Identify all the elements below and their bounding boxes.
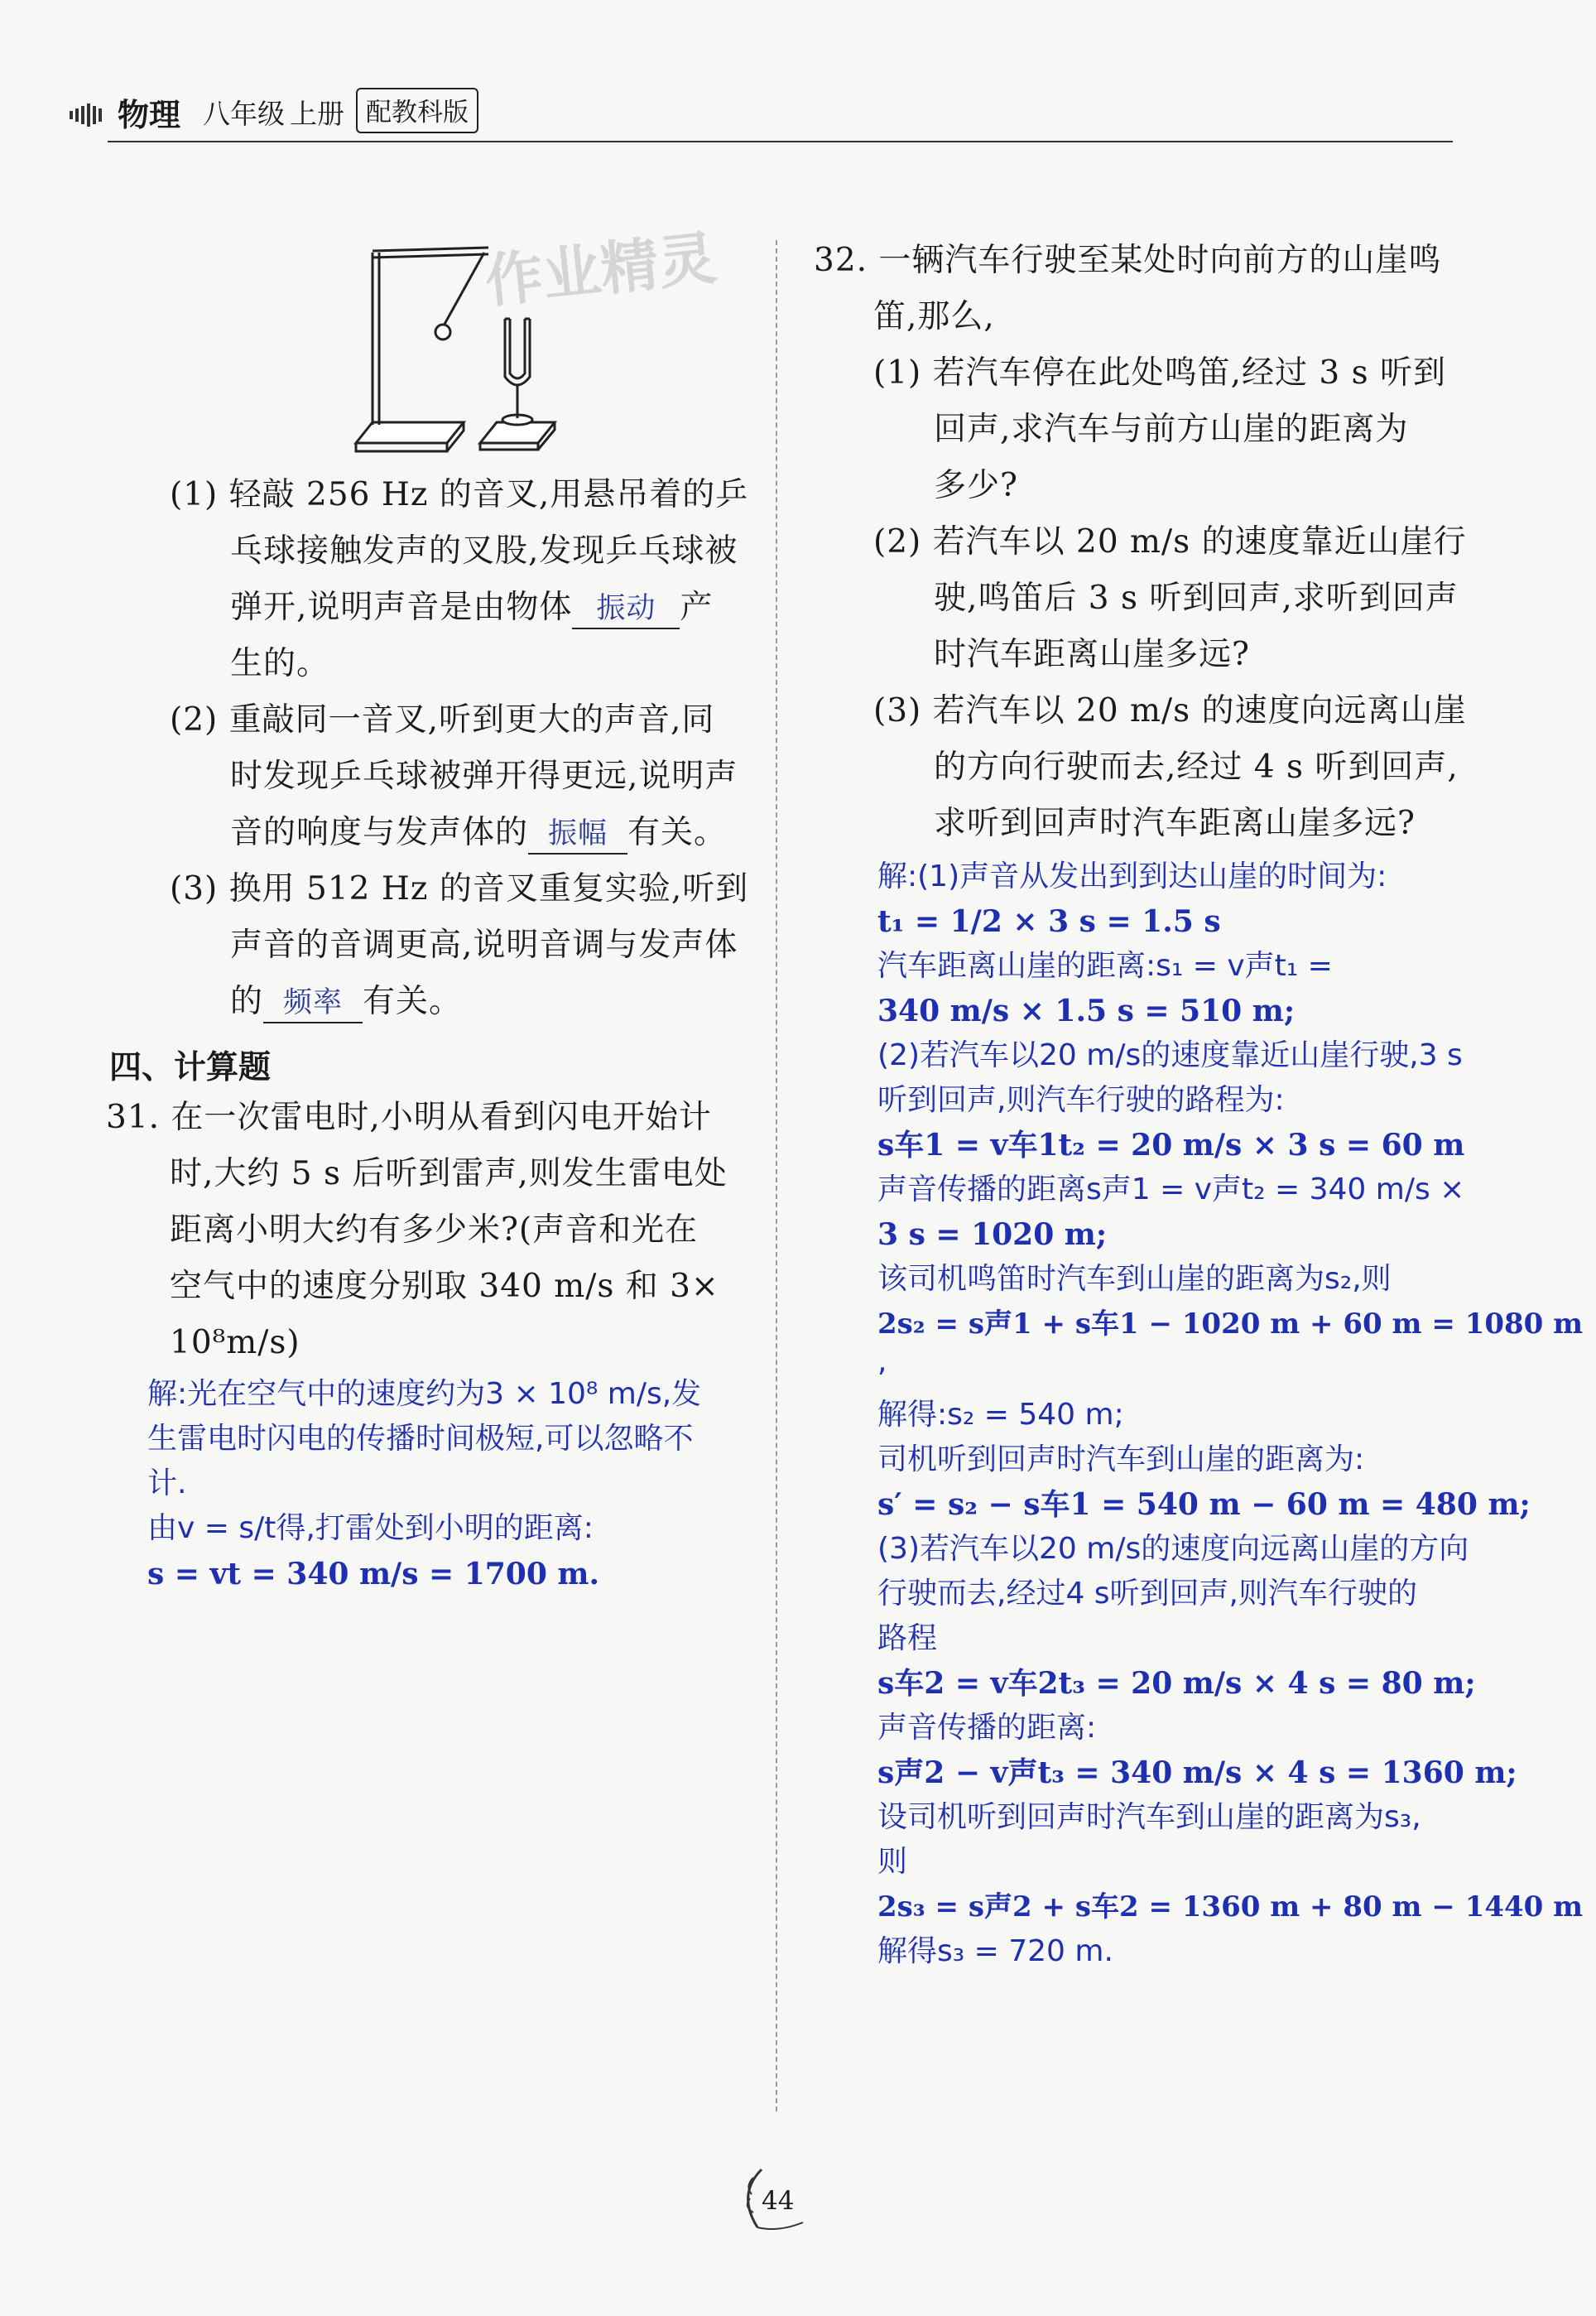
header-edition: 配教科版 [356,88,478,133]
watermark: 作业精灵 [482,224,720,316]
q31-answer-line2: 生雷电时闪电的传播时间极短,可以忽略不 [147,1422,694,1456]
q32-answer-line10: 该司机鸣笛时汽车到山崖的距离为s₂,则 [877,1262,1392,1296]
header-ornament-icon [70,98,111,131]
q32-answer-line18: 路程 [877,1621,938,1655]
q32-line4: 回声,求汽车与前方山崖的距离为 [934,411,1409,448]
q30-2-line2: 时发现乒乓球被弹开得更远,说明声 [230,758,738,795]
q32-line8: 时汽车距离山崖多远? [934,636,1250,673]
q30-3-line1: (3) 换用 512 Hz 的音叉重复实验,听到 [170,870,749,908]
q30-1-line1: (1) 轻敲 256 Hz 的音叉,用悬吊着的乒 [170,476,749,513]
q32-answer-line25: 解得s₃ = 720 m. [877,1934,1113,1968]
q32-answer-line11: 2s₂ = s声1 + s车1 − 1020 m + 60 m = 1080 m [877,1307,1584,1341]
q32-answer-line8: 声音传播的距离s声1 = v声t₂ = 340 m/s × [877,1172,1465,1206]
q31-line3: 距离小明大约有多少米?(声音和光在 [170,1211,699,1249]
q32-answer-line2: t₁ = 1/2 × 3 s = 1.5 s [877,904,1221,939]
header-grade: 八年级 [203,98,285,130]
q30-3-line2: 声音的音调更高,说明音调与发声体 [230,927,738,964]
q32-answer-line6: 听到回声,则汽车行驶的路程为: [877,1083,1285,1117]
q32-answer-line19: s车2 = v车2t₃ = 20 m/s × 4 s = 80 m; [877,1666,1476,1701]
q31-line2: 时,大约 5 s 后听到雷声,则发生雷电处 [170,1155,728,1192]
q30-2-line1: (2) 重敲同一音叉,听到更大的声音,同 [170,701,715,739]
q32-answer-line21: s声2 − v声t₃ = 340 m/s × 4 s = 1360 m; [877,1755,1517,1790]
q31-answer-line5: s = vt = 340 m/s = 1700 m. [147,1557,600,1591]
q32-answer-line16: (3)若汽车以20 m/s的速度向远离山崖的方向 [877,1532,1469,1566]
q30-1-line3: 弹开,说明声音是由物体 振动 产 [230,589,713,629]
q32-line6: (2) 若汽车以 20 m/s 的速度靠近山崖行 [873,523,1467,561]
q30-2-line3: 音的响度与发声体的 振幅 有关。 [230,814,727,855]
q31-line4: 空气中的速度分别取 340 m/s 和 3× [170,1268,719,1305]
q32-answer-line17: 行驶而去,经过4 s听到回声,则汽车行驶的 [877,1577,1417,1611]
q32-answer-line5: (2)若汽车以20 m/s的速度靠近山崖行驶,3 s [877,1038,1463,1072]
q30-3-line3: 的 频率 有关。 [230,983,462,1023]
q32-answer-line9: 3 s = 1020 m; [877,1217,1108,1252]
q32-answer-line14: 司机听到回声时汽车到山崖的距离为: [877,1442,1365,1476]
q31-line1: 31. 在一次雷电时,小明从看到闪电开始计 [106,1099,712,1136]
q32-answer-line22: 设司机听到回声时汽车到山崖的距离为s₃, [877,1800,1421,1834]
q32-answer-line12: , [877,1345,887,1379]
header-volume: 上册 [290,98,344,130]
page-header [0,0,1596,149]
q32-line7: 驶,鸣笛后 3 s 听到回声,求听到回声 [934,580,1459,617]
header-subject: 物理 [118,96,181,133]
q32-line1: 32. 一辆汽车行驶至某处时向前方的山崖鸣 [814,242,1442,279]
q32-line3: (1) 若汽车停在此处鸣笛,经过 3 s 听到 [873,354,1447,392]
page-number: 44 [762,2186,795,2216]
q32-answer-line20: 声音传播的距离: [877,1711,1097,1745]
q30-1-line4: 生的。 [230,645,330,682]
q30-3-answer: 频率 [263,984,363,1023]
q32-answer-line23: 则 [877,1845,908,1879]
column-divider [776,240,777,2111]
q32-answer-line15: s′ = s₂ − s车1 = 540 m − 60 m = 480 m; [877,1487,1531,1522]
ping-pong-ball-icon [435,325,450,339]
q31-answer-line1: 解:光在空气中的速度约为3 × 10⁸ m/s,发 [147,1377,702,1411]
section-title: 四、计算题 [109,1049,272,1086]
q30-1-answer: 振动 [572,590,680,629]
q32-line2: 笛,那么, [873,298,995,335]
q32-line9: (3) 若汽车以 20 m/s 的速度向远离山崖 [873,692,1467,729]
q32-answer-line3: 汽车距离山崖的距离:s₁ = v声t₁ = [877,949,1333,983]
q31-answer-line4: 由v = s/t得,打雷处到小明的距离: [147,1511,594,1545]
q32-line5: 多少? [934,467,1018,504]
q32-line11: 求听到回声时汽车距离山崖多远? [934,805,1416,842]
tuning-fork-figure [348,236,695,460]
q32-answer-line7: s车1 = v车1t₂ = 20 m/s × 3 s = 60 m [877,1128,1465,1163]
q30-2-answer: 振幅 [528,815,627,855]
q31-line5: 10⁸m/s) [170,1324,300,1361]
q32-answer-line1: 解:(1)声音从发出到到达山崖的时间为: [877,859,1387,893]
q32-answer-line4: 340 m/s × 1.5 s = 510 m; [877,994,1296,1028]
q30-1-line2: 乓球接触发声的叉股,发现乒乓球被 [230,532,738,570]
q32-answer-line13: 解得:s₂ = 540 m; [877,1398,1124,1432]
q32-line10: 的方向行驶而去,经过 4 s 听到回声, [934,749,1459,786]
header-rule [108,141,1453,142]
q31-answer-line3: 计. [147,1466,187,1500]
q32-answer-line24: 2s₃ = s声2 + s车2 = 1360 m + 80 m − 1440 m [877,1890,1584,1924]
